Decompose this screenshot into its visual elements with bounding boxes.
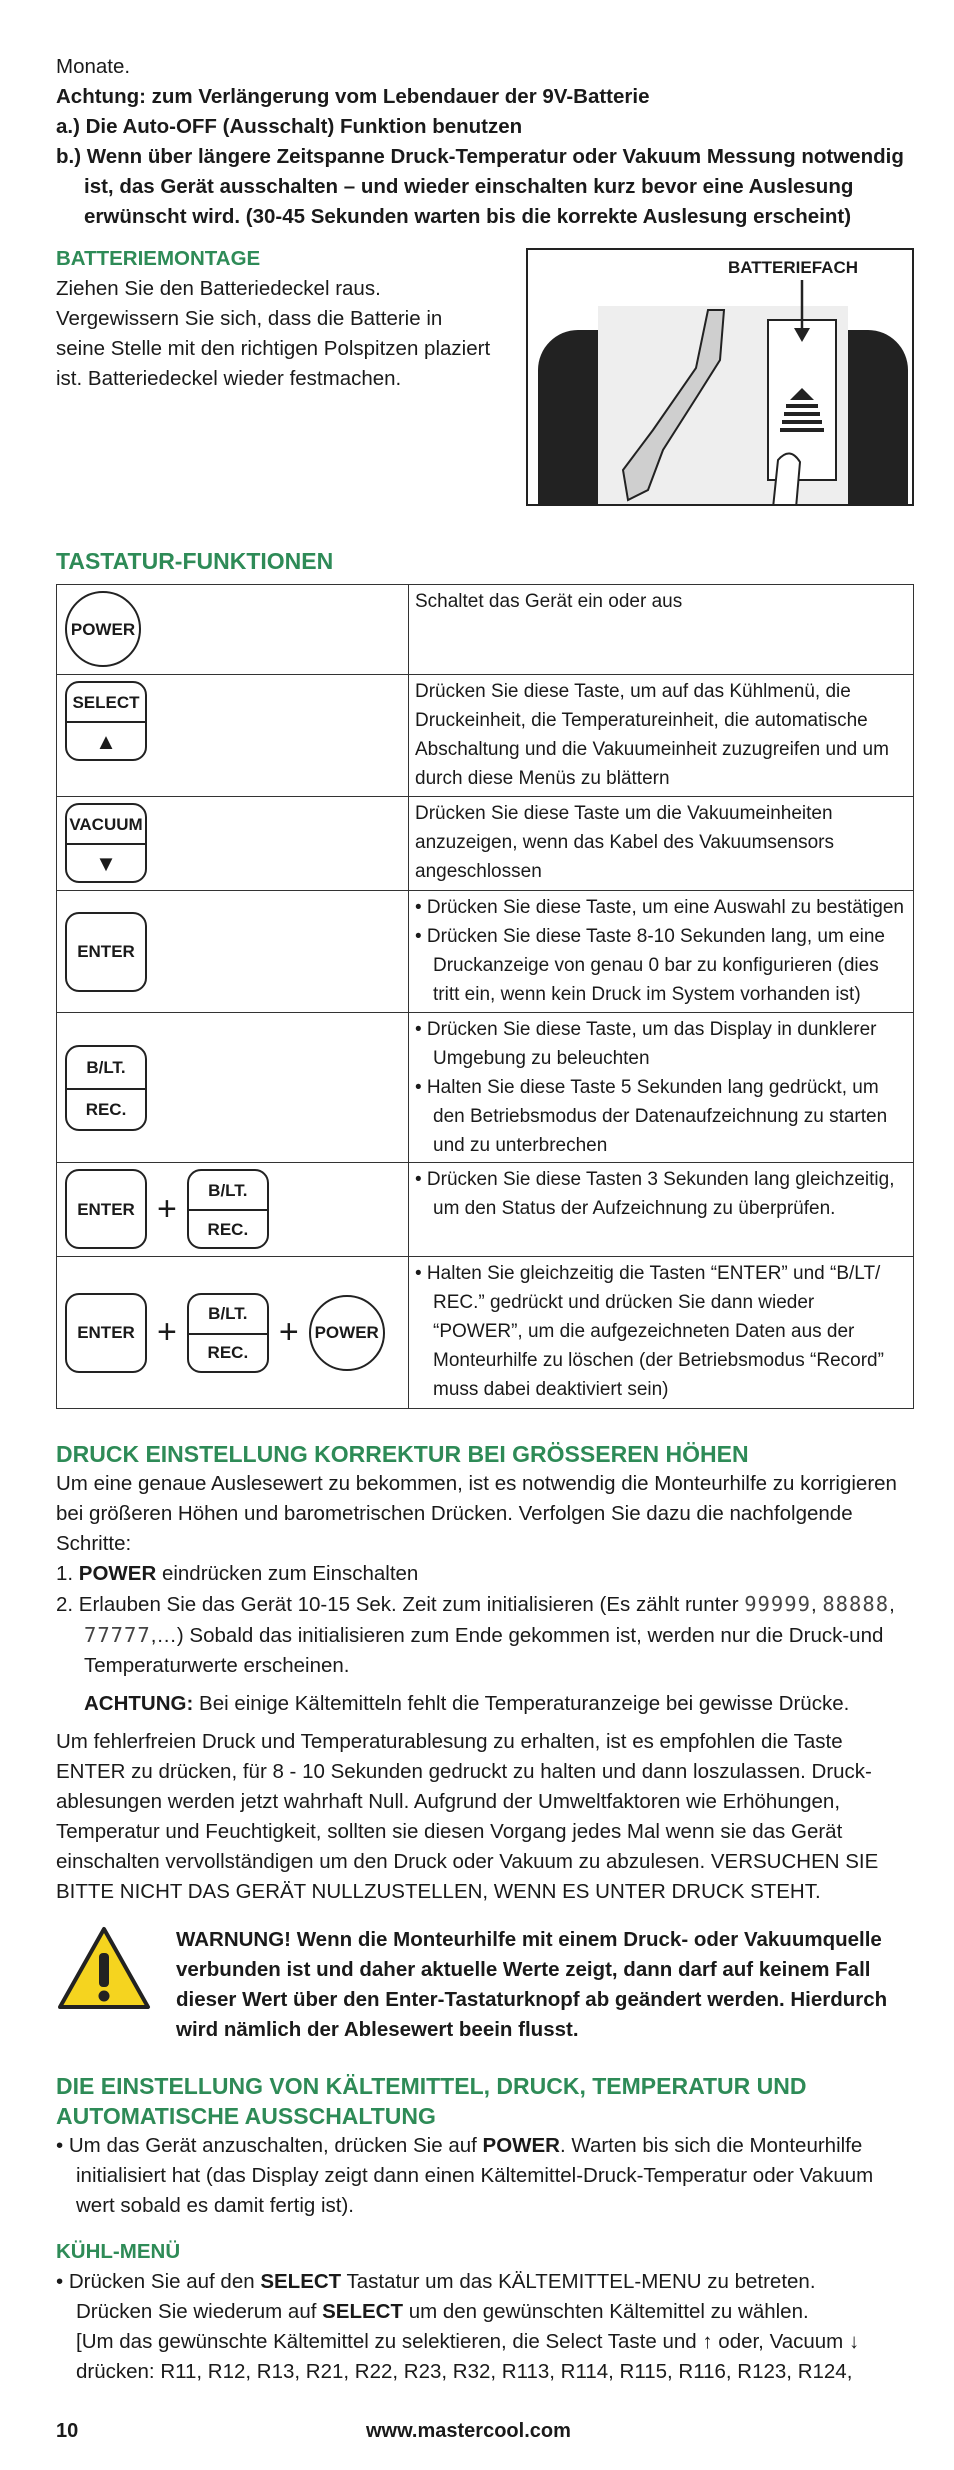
battery-section <box>56 244 914 506</box>
key-bullet: • Drücken Sie diese Taste, um das Display in dunklerer Umgebung zu beleuchten <box>415 1019 877 1069</box>
key-bullet: • Drücken Sie diese Taste, um eine Auswahl zu bestätigen <box>415 897 904 918</box>
battery-compartment-figure <box>526 248 914 506</box>
altitude-heading: DRUCK EINSTELLUNG KORREKTUR BEI GRÖSSEREN HÖHEN <box>56 1441 749 1467</box>
intro-line-3: a.) Die Auto-OFF (Ausschalt) Funktion benutzen <box>56 115 523 138</box>
table-row <box>57 675 914 797</box>
page-footer <box>56 2420 914 2443</box>
vacuum-key-label: VACUUM <box>69 814 143 834</box>
rec-key-label: REC. <box>67 1088 145 1129</box>
enter-key-icon: ENTER <box>65 1293 147 1373</box>
altitude-step-1: 1. POWER eindrücken zum Einschalten <box>56 1562 419 1585</box>
table-row <box>57 1013 914 1163</box>
enter-key-icon: ENTER <box>65 1169 147 1249</box>
cool-line-3: [Um das gewünschte Kältemittel zu selektieren, die Select Taste und ↑ oder, Vacuum ↓ <box>76 2330 860 2353</box>
cool-line-1: • Drücken Sie auf den SELECT Tastatur um das KÄLTEMITTEL-MENU zu betreten. <box>56 2270 816 2293</box>
footer-url: www.mastercool.com <box>366 2420 571 2442</box>
blt-key-label: B/LT. <box>208 1180 248 1200</box>
blt-key-label: B/LT. <box>208 1304 248 1323</box>
cool-line-4: drücken: R11, R12, R13, R21, R22, R23, R32, R113, R114, R115, R116, R123, R124, <box>76 2360 853 2383</box>
page-number: 10 <box>56 2420 79 2442</box>
warning-triangle-icon <box>56 1925 152 2011</box>
settings-heading: DIE EINSTELLUNG VON KÄLTEMITTEL, DRUCK, TEMPERATUR UND AUTOMATISCHE AUSSCHALTUNG <box>56 2073 807 2129</box>
intro-line-2: Achtung: zum Verlängerung vom Lebendauer der 9V-Batterie <box>56 85 650 108</box>
intro-line-4: b.) Wenn über längere Zeitspanne Druck-Temperatur oder Vakuum Messung notwendig ist, das Gerät ausschalten – und wieder einschalten kurz bevor eine Auslesung erwünscht wird. (30-45 Sekunden warten bis die korrekte Auslesung erscheint) <box>56 145 904 228</box>
battery-compartment-illustration <box>528 250 914 506</box>
key-bullet: • Drücken Sie diese Taste 8-10 Sekunden lang, um eine Druckanzeige von genau 0 bar zu konfigurieren (dies tritt ein, wenn kein Druck im System vorhanden ist) <box>415 926 885 1005</box>
cool-menu-heading: KÜHL-MENÜ <box>56 2240 181 2263</box>
key-description: Drücken Sie diese Taste um die Vakuumeinheiten anzuzeigen, wenn das Kabel des Vakuumsensors angeschlossen <box>409 797 914 891</box>
intro-line-1: Monate. <box>56 55 131 78</box>
rec-key-label: REC. <box>189 1209 267 1247</box>
blt-key-label: B/LT. <box>86 1057 126 1077</box>
key-bullet: • Halten Sie diese Taste 5 Sekunden lang gedrückt, um den Betriebsmodus der Datenaufzeichnung zu starten und zu unterbrechen <box>415 1077 888 1156</box>
key-bullet: • Drücken Sie diese Tasten 3 Sekunden lang gleichzeitig, um den Status der Aufzeichnung zu überprüfen. <box>415 1169 895 1219</box>
plus-sign: + <box>278 1313 299 1351</box>
battery-figure-label: BATTERIEFACH <box>728 258 859 277</box>
enter-backlight-combo <box>65 1169 400 1249</box>
keys-heading: TASTATUR-FUNKTIONEN <box>56 548 334 574</box>
vacuum-down-key-icon <box>65 803 147 883</box>
keys-table <box>56 584 914 1409</box>
altitude-intro: Um eine genaue Auslesewert zu bekommen, ist es notwendig die Monteurhilfe zu korrigieren bei größeren Höhen und barometrischen Drücken. Verfolgen Sie dazu die nachfolgende Schritte: <box>56 1472 897 1555</box>
settings-bullet: • Um das Gerät anzuschalten, drücken Sie auf POWER. Warten bis sich die Monteurhilfe initialisiert hat (das Display zeigt dann einen Kältemittel-Druck-Temperatur oder Vakuum wert sobald es damit fertig ist). <box>56 2134 874 2217</box>
table-row <box>57 797 914 891</box>
power-key-icon: POWER <box>65 591 141 667</box>
battery-heading: BATTERIEMONTAGE <box>56 247 261 270</box>
arrow-up-icon: ▲ <box>67 721 145 759</box>
altitude-note: ACHTUNG: Bei einige Kältemitteln fehlt die Temperaturanzeige bei gewisse Drücke. <box>84 1692 850 1715</box>
table-row <box>57 891 914 1013</box>
battery-text: Ziehen Sie den Batteriedeckel raus. Vergewissern Sie sich, dass die Batterie in seine Stelle mit den richtigen Polspitzen plaziert ist. Batteriedeckel wieder festmachen. <box>56 277 491 390</box>
plus-sign: + <box>157 1189 177 1228</box>
backlight-rec-key-icon <box>187 1293 269 1373</box>
rec-key-label: REC. <box>189 1333 267 1371</box>
table-row <box>57 585 914 675</box>
select-up-key-icon <box>65 681 147 761</box>
select-key-label: SELECT <box>72 692 140 712</box>
key-bullet: • Halten Sie gleichzeitig die Tasten “ENTER” und “B/LT/ REC.” gedrückt und drücken Sie dann wieder “POWER”, um die aufgezeichneten Daten aus der Monteurhilfe zu löschen (der Betriebsmodus “Record” muss dabei deaktiviert sein) <box>415 1263 884 1400</box>
plus-sign: + <box>157 1313 177 1351</box>
warning-text: WARNUNG! Wenn die Monteurhilfe mit einem Druck- oder Vakuumquelle verbunden ist und daher aktuelle Werte zeigt, dann darf auf keinem Fall dieser Wert über den Enter-Tastaturknopf ab geändert werden. Hierdurch wird nämlich der Ablesewert beein flusst. <box>176 1928 888 2041</box>
arrow-down-icon: ▼ <box>67 843 145 881</box>
cool-line-2: Drücken Sie wiederum auf SELECT um den gewünschten Kältemittel zu wählen. <box>76 2300 809 2323</box>
table-row <box>57 1163 914 1257</box>
table-row <box>57 1257 914 1409</box>
manual-page <box>56 52 914 2387</box>
key-description: Drücken Sie diese Taste, um auf das Kühlmenü, die Druckeinheit, die Temperatureinheit, die automatische Abschaltung und die Vakuumeinheit zuzugreifen und um durch diese Menüs zu blättern <box>409 675 914 797</box>
backlight-rec-key-icon <box>65 1045 147 1131</box>
warning-block <box>56 1925 914 2045</box>
enter-backlight-power-combo <box>65 1293 400 1373</box>
enter-key-icon: ENTER <box>65 912 147 992</box>
key-description: Schaltet das Gerät ein oder aus <box>409 585 914 675</box>
altitude-step-2: 2. Erlauben Sie das Gerät 10-15 Sek. Zeit zum initialisieren (Es zählt runter 99999, 88888, 77777,…) Sobald das initialisieren zum Ende gekommen ist, werden nur die Druck-und Temperaturwerte erscheinen. <box>56 1592 895 1677</box>
altitude-paragraph: Um fehlerfreien Druck und Temperaturablesung zu erhalten, ist es empfohlen die Taste ENTER zu drücken, für 8 - 10 Sekunden gedruckt zu halten und dann loszulassen. Druck-ablesungen werden jetzt wahrhaft Null. Aufgrund der Umweltfaktoren wie Erhöhungen, Temperatur und Feuchtigkeit, sollten sie diesen Vorgang jedes Mal wenn sie das Gerät einschalten vervollständigen um den Druck oder Vakuum zu abzulesen. VERSUCHEN SIE BITTE NICHT DAS GERÄT NULLZUSTELLEN, WENN ES UNTER DRUCK STEHT. <box>56 1730 879 1903</box>
power-key-icon: POWER <box>309 1295 385 1371</box>
backlight-rec-key-icon <box>187 1169 269 1249</box>
